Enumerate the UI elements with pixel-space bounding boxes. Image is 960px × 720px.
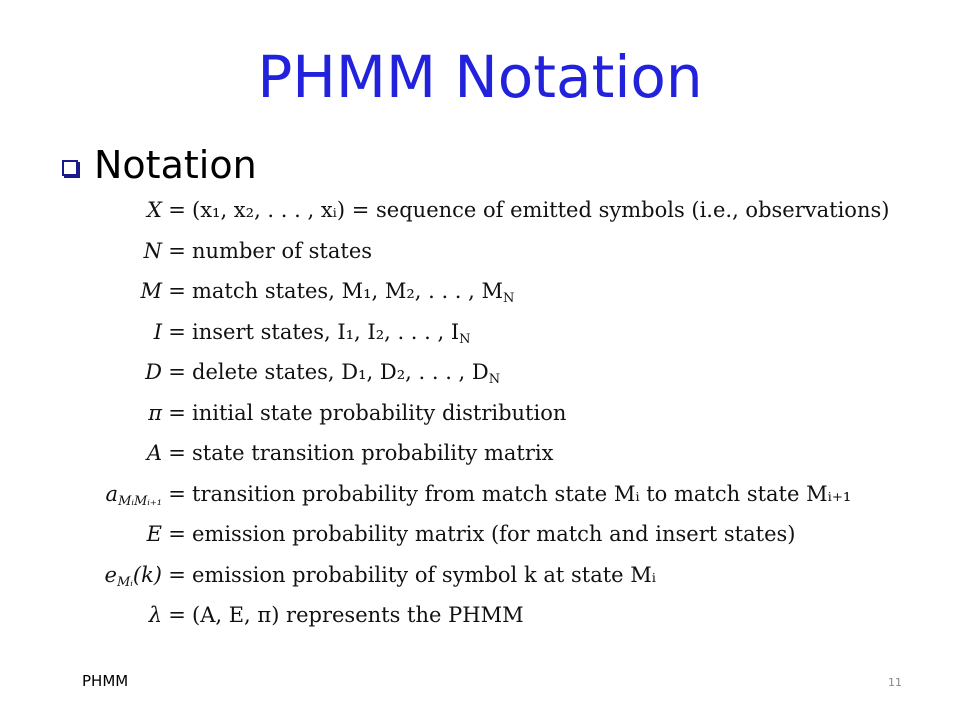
notation-definition: emission probability matrix (for match and insert states) bbox=[192, 522, 796, 546]
bullet-item bbox=[62, 142, 257, 188]
notation-definition: emission probability of symbol k at state Mᵢ bbox=[192, 562, 656, 587]
square-bullet-icon bbox=[62, 160, 78, 176]
notation-row: D = delete states, D₁, D₂, . . . , $D_N$ bbox=[40, 360, 940, 401]
notation-symbol: D bbox=[145, 360, 162, 384]
notation-definition: insert states, I₁, I₂, . . . , $I_N$ bbox=[192, 319, 471, 347]
notation-definition: number of states bbox=[192, 238, 373, 263]
notation-row: $e_{Mᵢ}(k)$ = emission probability of symbol k at state Mᵢ bbox=[40, 563, 940, 604]
slide-title: PHMM Notation bbox=[257, 43, 703, 111]
notation-definition: transition probability from match state Mᵢ to match state Mᵢ₊₁ bbox=[192, 481, 852, 506]
notation-symbol: $e_{Mᵢ}(k)$ bbox=[104, 562, 162, 590]
notation-row: I = insert states, I₁, I₂, . . . , $I_N$ bbox=[40, 320, 940, 361]
notation-symbol: A bbox=[146, 441, 162, 465]
notation-row: M = match states, M₁, M₂, . . . , $M_N$ bbox=[40, 279, 940, 320]
notation-row: $a_{MᵢMᵢ_{+1}}$ = transition probability from match state Mᵢ to match state Mᵢ₊₁ bbox=[40, 482, 940, 523]
notation-definition: (A, E, π) represents the PHMM bbox=[192, 603, 524, 627]
notation-row: π = initial state probability distribution bbox=[40, 401, 940, 442]
notation-symbol: E bbox=[146, 522, 162, 546]
notation-definition: state transition probability matrix bbox=[192, 441, 554, 465]
notation-definition: match states, M₁, M₂, . . . , $M_N$ bbox=[192, 279, 515, 306]
footer-label: PHMM bbox=[82, 672, 129, 690]
notation-row: A = state transition probability matrix bbox=[40, 441, 940, 482]
notation-row: X = (x₁, x₂, . . . , xᵢ) = sequence of emitted symbols (i.e., observations) bbox=[40, 198, 940, 239]
notation-definition: delete states, D₁, D₂, . . . , $D_N$ bbox=[192, 360, 501, 387]
notation-definition: (x₁, x₂, . . . , xᵢ) = sequence of emitted symbols (i.e., observations) bbox=[192, 198, 890, 222]
bullet-label: Notation bbox=[94, 143, 257, 187]
notation-symbol: $a_{MᵢMᵢ_{+1}}$ bbox=[105, 481, 162, 509]
notation-symbol: M bbox=[140, 279, 162, 303]
notation-row: λ = (A, E, π) represents the PHMM bbox=[40, 603, 940, 644]
notation-definition: initial state probability distribution bbox=[192, 400, 567, 425]
notation-symbol: π bbox=[148, 400, 162, 425]
notation-list bbox=[40, 198, 940, 644]
notation-symbol: λ bbox=[148, 603, 162, 627]
notation-symbol: N bbox=[143, 238, 162, 263]
notation-row: E = emission probability matrix (for match and insert states) bbox=[40, 522, 940, 563]
page-number: 11 bbox=[888, 676, 902, 689]
notation-row: N = number of states bbox=[40, 239, 940, 280]
notation-symbol: I bbox=[153, 319, 162, 344]
notation-symbol: X bbox=[147, 198, 162, 222]
